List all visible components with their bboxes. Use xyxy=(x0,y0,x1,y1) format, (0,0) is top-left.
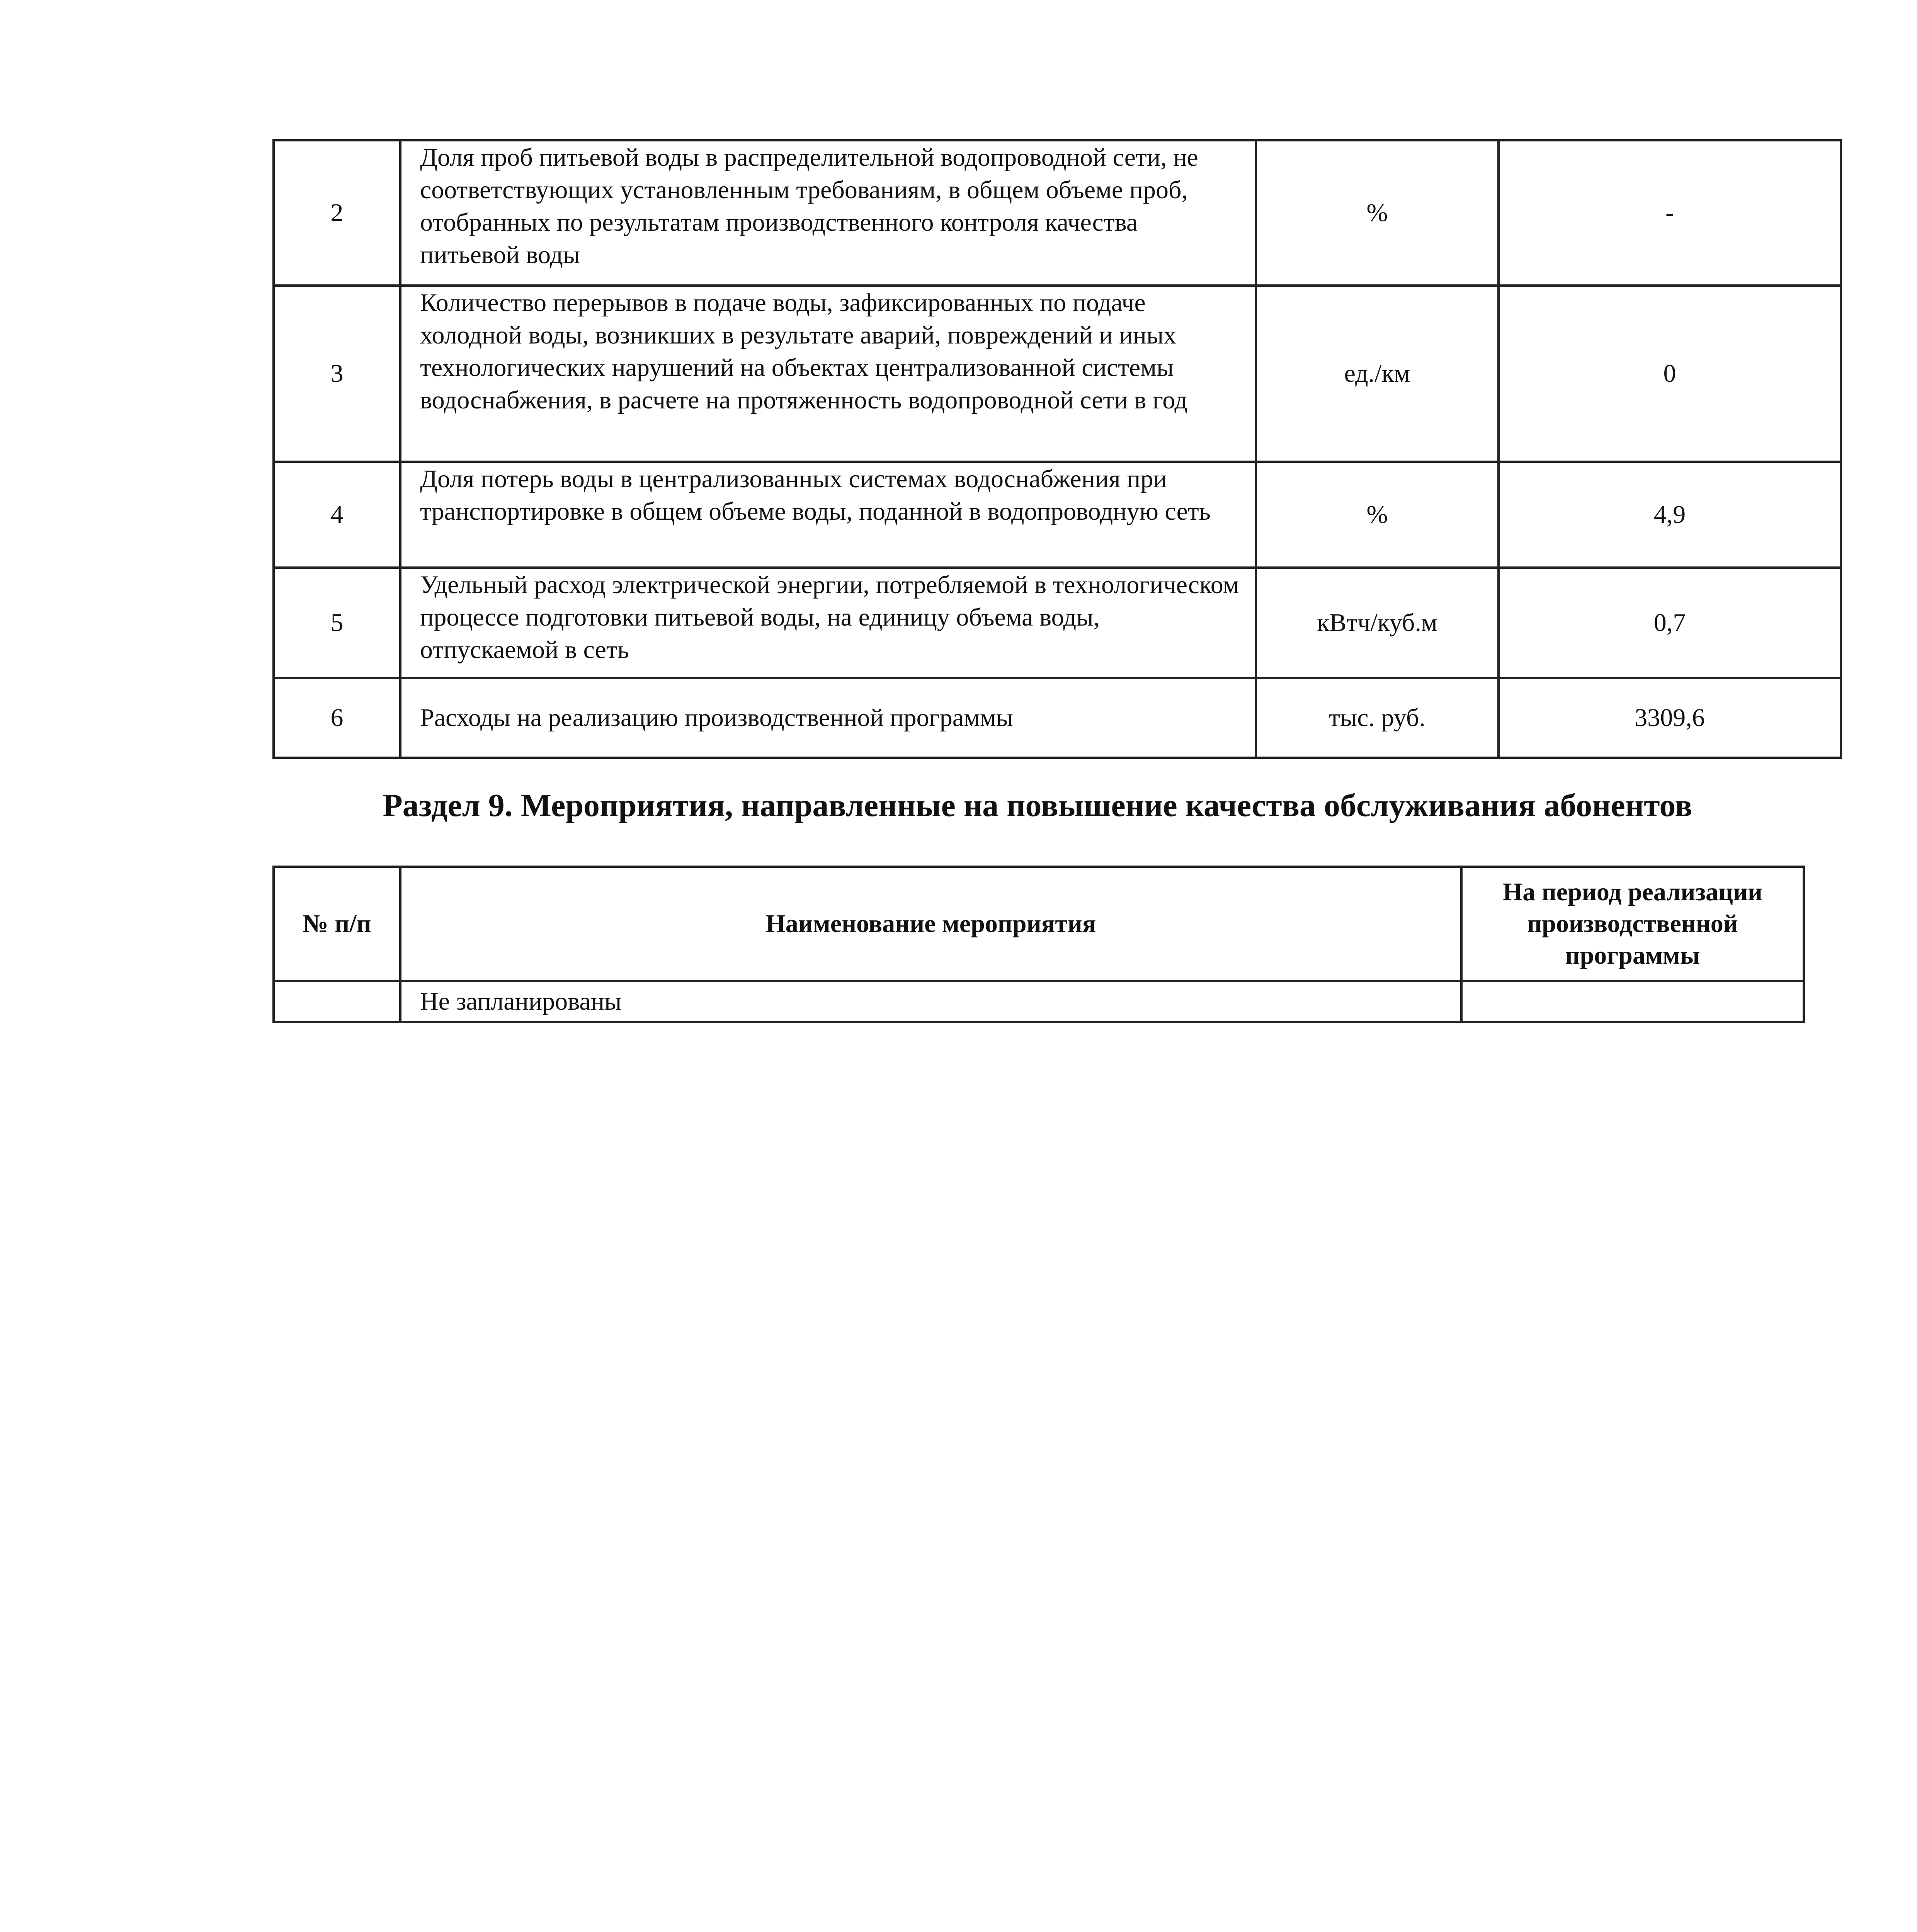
measure-period xyxy=(1461,981,1804,1022)
header-period: На период реализации производственной программы xyxy=(1461,867,1804,981)
section-title: Раздел 9. Мероприятия, направленные на повышение качества обслуживания абонентов xyxy=(383,787,1692,823)
indicator-name: Удельный расход электрической энергии, потребляемой в технологическом процессе подготовки питьевой воды, на единицу объема воды, отпускаемой в сеть xyxy=(400,568,1256,678)
indicator-value: 0 xyxy=(1499,286,1841,462)
table-row xyxy=(274,981,1804,1022)
row-number: 5 xyxy=(274,568,400,678)
table-row xyxy=(274,462,1841,568)
row-number: 6 xyxy=(274,678,400,758)
indicator-value: - xyxy=(1499,140,1841,286)
indicator-unit: ед./км xyxy=(1256,286,1499,462)
measure-name: Не запланированы xyxy=(400,981,1461,1022)
indicator-unit: % xyxy=(1256,140,1499,286)
row-number: 2 xyxy=(274,140,400,286)
table-row xyxy=(274,140,1841,286)
indicators-table xyxy=(272,139,1842,759)
row-number: 3 xyxy=(274,286,400,462)
indicator-value: 3309,6 xyxy=(1499,678,1841,758)
table-row xyxy=(274,568,1841,678)
table-header-row xyxy=(274,867,1804,981)
header-number: № п/п xyxy=(274,867,400,981)
indicator-unit: тыс. руб. xyxy=(1256,678,1499,758)
indicator-value: 0,7 xyxy=(1499,568,1841,678)
indicator-unit: кВтч/куб.м xyxy=(1256,568,1499,678)
row-number xyxy=(274,981,400,1022)
indicator-name: Расходы на реализацию производственной программы xyxy=(400,678,1256,758)
indicator-value: 4,9 xyxy=(1499,462,1841,568)
indicator-name: Доля проб питьевой воды в распределительной водопроводной сети, не соответствующих установленным требованиям, в общем объеме проб, отобранных по результатам производственного контроля качества питьевой воды xyxy=(400,140,1256,286)
table-row xyxy=(274,678,1841,758)
indicator-name: Доля потерь воды в централизованных системах водоснабжения при транспортировке в общем объеме воды, поданной в водопроводную сеть xyxy=(400,462,1256,568)
table-row xyxy=(274,286,1841,462)
indicator-unit: % xyxy=(1256,462,1499,568)
header-measure-name: Наименование мероприятия xyxy=(400,867,1461,981)
indicator-name: Количество перерывов в подаче воды, зафиксированных по подаче холодной воды, возникших в результате аварий, повреждений и иных технологических нарушений на объектах централизованной системы водоснабжения, в расчете на протяженность водопроводной сети в год xyxy=(400,286,1256,462)
measures-table xyxy=(272,866,1805,1023)
row-number: 4 xyxy=(274,462,400,568)
